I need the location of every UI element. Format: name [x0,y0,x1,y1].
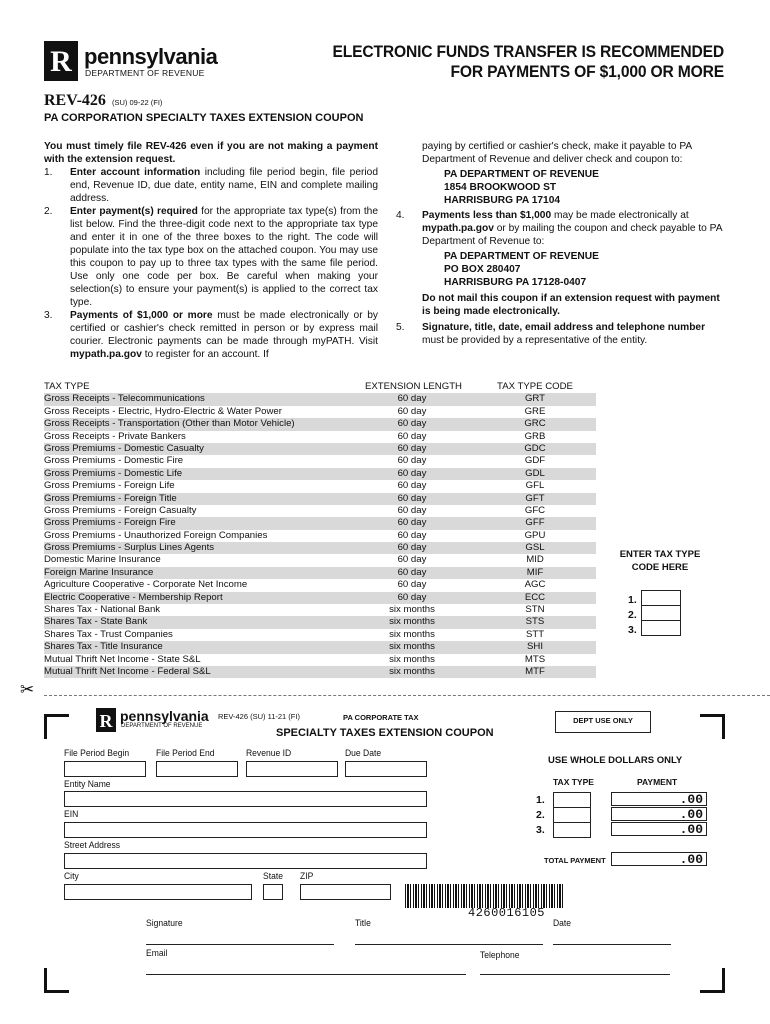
tax-code-cell: MTF [525,665,545,677]
file-period-begin-field[interactable] [64,761,146,777]
payment-line-number-3: 3. [536,824,545,836]
address-line: PA DEPARTMENT OF REVENUE [444,251,599,262]
tax-code-cell: STN [525,604,545,616]
tax-code-cell: MIF [526,566,544,578]
tax-type-cell: Gross Premiums - Surplus Lines Agents [44,542,215,554]
extension-length-cell: six months [389,604,435,616]
extension-length-cell: six months [389,628,435,640]
extension-length-cell: 60 day [397,492,427,504]
tax-code-cell: GFT [525,492,545,504]
item-bold: Payments less than $1,000 [422,210,552,221]
table-row [44,406,596,418]
tax-type-cell: Gross Premiums - Unauthorized Foreign Companies [44,529,268,541]
continued-text: paying by certified or cashier's check, make it payable to PA Department of Revenue and deliver check and coupon to: [422,141,692,165]
tax-code-cell: STT [525,628,545,640]
revenue-id-field[interactable] [246,761,338,777]
coupon-title: PA CORPORATION SPECIALTY TAXES EXTENSION COUPON [44,112,364,124]
tax-type-cell: Domestic Marine Insurance [44,554,161,566]
tax-code-cell: GFC [524,504,546,516]
extension-length-cell: 60 day [397,554,427,566]
table-row [44,654,596,666]
extension-length-cell: 60 day [397,393,427,405]
tax-code-cell: ECC [524,591,546,603]
state-field[interactable] [263,884,283,900]
tax-type-cell: Agriculture Cooperative - Corporate Net Income [44,579,248,591]
coupon-tax-type-1[interactable] [553,792,591,808]
tax-code-cell: STS [525,616,545,628]
header-tax-type-code: TAX TYPE CODE [497,381,573,392]
label-signature: Signature [146,918,183,929]
payment-line-number-2: 2. [536,809,545,821]
item-text: including file period begin, file period end, Revenue ID, due date, entity name, EIN and complete mailing address. [70,167,378,204]
label-revenue-id: Revenue ID [246,748,292,759]
table-header [44,381,596,393]
tax-code-cell: GFL [525,480,545,492]
scissors-icon: ✂ [20,680,35,699]
tax-type-cell: Gross Premiums - Foreign Life [44,480,175,492]
dept-use-only-box: DEPT USE ONLY [555,711,651,733]
tax-type-cell: Foreign Marine Insurance [44,566,154,578]
tax-type-cell: Gross Receipts - Electric, Hydro-Electric & Water Power [44,405,282,417]
tax-code-cell: AGC [524,579,546,591]
item-number: 1. [44,167,53,178]
form-id: REV-426 [44,92,106,109]
form-revision: (SU) 09-22 (FI) [112,98,163,107]
table-row [44,554,596,566]
ein-field[interactable] [64,822,427,838]
tax-type-cell: Shares Tax - National Bank [44,604,161,616]
table-row [44,666,596,678]
street-address-field[interactable] [64,853,427,869]
label-entity-name: Entity Name [64,779,111,790]
table-row [44,443,596,455]
barcode-number: 4260016105 [468,906,546,920]
header-title-line1: ELECTRONIC FUNDS TRANSFER IS RECOMMENDED [332,42,724,61]
logo-name: pennsylvania [84,44,218,69]
payment-field-2[interactable]: .00 [611,807,707,821]
enter-label-line1: ENTER TAX TYPE [619,549,701,560]
extension-length-cell: 60 day [397,579,427,591]
item-number: 2. [44,206,53,217]
item-number: 4. [396,210,405,221]
label-city: City [64,871,79,882]
item-text: must be made electronically or by certified or cashier's check remitted in person or by express mail courier. Electronic payments can be made through myPATH. Visit [70,310,378,347]
instruction-item-4 [396,209,726,248]
extension-length-cell: 60 day [397,467,427,479]
code-number-2: 2. [628,609,637,621]
extension-length-cell: 60 day [397,591,427,603]
header-title-line2: FOR PAYMENTS OF $1,000 OR MORE [450,62,724,81]
label-ein: EIN [64,809,79,820]
coupon-logo-dept: DEPARTMENT OF REVENUE [121,723,203,729]
address-line: PO BOX 280407 [444,264,521,275]
tax-code-cell: GDC [524,442,546,454]
file-period-end-field[interactable] [156,761,238,777]
tax-code-cell: GRE [524,405,546,417]
code-number-3: 3. [628,624,637,636]
table-row [44,629,596,641]
tax-code-cell: GSL [525,542,545,554]
total-payment-field[interactable]: .00 [611,852,707,866]
city-field[interactable] [64,884,252,900]
tax-type-cell: Gross Premiums - Foreign Title [44,492,177,504]
entity-name-field[interactable] [64,791,427,807]
label-zip: ZIP [300,871,314,882]
pa-corporate-tax: PA CORPORATE TAX [343,713,419,722]
coupon-tax-type-3[interactable] [553,822,591,838]
tax-type-cell: Shares Tax - State Bank [44,616,148,628]
mypath-link[interactable]: mypath.pa.gov [70,349,142,360]
instruction-item-3 [44,309,378,361]
tax-type-cell: Gross Receipts - Private Bankers [44,430,186,442]
item-text: for the appropriate tax type(s) from the list below. Find the three-digit code next to the appropriate tax type and enter it in one of the three boxes to the right. The code will populate into the tax type box on the attached coupon. You may use this coupon to pay up to three tax types with the same file period. Use only one code per box. Be careful when making your selection(s) to ensure your payment(s) is applied to the correct tax type. [70,206,378,308]
coupon-logo-name: pennsylvania [120,708,209,724]
no-mail-end: . [557,306,560,317]
payment-field-1[interactable]: .00 [611,792,707,806]
enter-tax-type-label [610,548,710,574]
label-file-period-end: File Period End [156,748,215,759]
coupon-specialty-title: SPECIALTY TAXES EXTENSION COUPON [276,727,494,739]
table-row [44,567,596,579]
corner-mark [700,714,725,739]
coupon-form-revision: REV-426 (SU) 11-21 (FI) [218,712,300,721]
tax-type-cell: Shares Tax - Title Insurance [44,641,163,653]
table-row [44,592,596,604]
item-bold: Signature, title, date, email address and telephone number [422,322,706,333]
corner-mark [44,714,69,739]
instruction-item-2 [44,205,378,309]
mailing-address-2 [396,250,726,289]
tax-code-cell: GDF [524,455,546,467]
table-row [44,604,596,616]
total-payment-label: TOTAL PAYMENT [544,856,606,865]
address-line: HARRISBURG PA 17104 [444,195,561,206]
tax-type-cell: Gross Premiums - Domestic Fire [44,455,184,467]
label-due-date: Due Date [345,748,382,759]
corner-mark [700,968,725,993]
extension-length-cell: 60 day [397,566,427,578]
extension-length-cell: 60 day [397,542,427,554]
address-line: HARRISBURG PA 17128-0407 [444,277,587,288]
header-extension-length: EXTENSION LENGTH [364,381,462,392]
tax-type-cell: Gross Premiums - Foreign Casualty [44,504,197,516]
signature-line[interactable] [146,944,334,945]
table-row [44,542,596,554]
barcode-image [405,884,563,908]
zip-field[interactable] [300,884,391,900]
item-text: must be provided by a representative of the entity. [422,335,648,346]
mypath-link[interactable]: mypath.pa.gov [422,223,494,234]
label-date: Date [553,918,572,929]
tax-type-header: TAX TYPE [553,777,594,787]
tax-code-cell: GRB [524,430,546,442]
item-number: 3. [44,310,53,321]
table-row [44,641,596,653]
item-text: may be made electronically at [551,210,689,221]
extension-length-cell: 60 day [397,405,427,417]
tax-type-cell: Gross Premiums - Foreign Fire [44,517,176,529]
tax-type-cell: Shares Tax - Trust Companies [44,628,173,640]
extension-length-cell: 60 day [397,455,427,467]
tax-type-cell: Gross Receipts - Telecommunications [44,393,205,405]
label-title: Title [355,918,371,929]
table-row [44,517,596,529]
table-row [44,505,596,517]
tax-code-cell: MID [526,554,544,566]
payment-header: PAYMENT [637,777,678,787]
table-row [44,579,596,591]
extension-length-cell: six months [389,653,435,665]
instruction-item-5 [396,321,726,347]
tax-code-cell: SHI [527,641,543,653]
tax-code-cell: GFF [525,517,545,529]
date-line[interactable] [553,944,671,945]
extension-length-cell: six months [389,665,435,677]
enter-label-line2: CODE HERE [631,562,689,573]
table-row [44,468,596,480]
table-row [44,418,596,430]
table-row [44,616,596,628]
logo-department: DEPARTMENT OF REVENUE [85,68,205,78]
tax-type-cell: Gross Premiums - Domestic Casualty [44,442,204,454]
item-bold: Enter account information [70,167,201,178]
email-line[interactable] [146,974,466,975]
mailing-address-1 [396,168,726,207]
tax-code-cell: GRT [524,393,546,405]
tax-type-cell: Mutual Thrift Net Income - State S&L [44,653,201,665]
table-row [44,480,596,492]
address-line: PA DEPARTMENT OF REVENUE [444,169,599,180]
label-state: State [263,871,283,882]
tax-code-cell: GPU [524,529,546,541]
address-line: 1854 BROOKWOOD ST [444,182,557,193]
item-text: to register for an account. If [141,349,269,360]
code-number-1: 1. [628,594,637,606]
tax-code-cell: GDL [525,467,545,479]
instruction-item-1 [44,166,378,205]
tax-type-table [44,381,596,678]
coupon-tax-type-2[interactable] [553,807,591,823]
table-row [44,393,596,405]
coupon-logo-mark: R [96,708,116,732]
tax-code-cell: GRC [524,418,546,430]
item-bold: Payments of $1,000 or more [70,310,213,321]
extension-length-cell: 60 day [397,529,427,541]
corner-mark [44,968,69,993]
pa-logo-mark: R [44,41,78,81]
due-date-field[interactable] [345,761,427,777]
instructions-left [44,140,378,361]
label-email: Email [146,948,168,959]
whole-dollars-note: USE WHOLE DOLLARS ONLY [548,755,683,766]
tax-code-input-3[interactable] [641,620,681,636]
title-line[interactable] [355,944,543,945]
extension-length-cell: 60 day [397,517,427,529]
table-row [44,455,596,467]
no-mail-note [396,292,726,318]
item-number: 5. [396,322,405,333]
table-row [44,493,596,505]
no-mail-text: Do not mail this coupon if an extension request with payment is being made electronically [422,293,720,317]
header-title [319,42,724,82]
payment-line-number-1: 1. [536,794,545,806]
payment-field-3[interactable]: .00 [611,822,707,836]
tax-type-cell: Electric Cooperative - Membership Report [44,591,223,603]
extension-length-cell: six months [389,616,435,628]
intro-text: You must timely file REV-426 even if you are not making a payment with the extension request. [44,141,378,165]
table-row [44,431,596,443]
extension-length-cell: 60 day [397,442,427,454]
label-file-period-begin: File Period Begin [64,748,130,759]
header-tax-type: TAX TYPE [44,381,90,392]
extension-length-cell: 60 day [397,504,427,516]
extension-length-cell: 60 day [397,480,427,492]
tax-code-cell: MTS [524,653,546,665]
instructions-right [396,140,726,347]
label-telephone: Telephone [480,950,520,961]
tax-type-cell: Gross Receipts - Transportation (Other than Motor Vehicle) [44,418,295,430]
table-row [44,530,596,542]
tax-code-input-2[interactable] [641,605,681,621]
label-street-address: Street Address [64,840,121,851]
tax-type-cell: Gross Premiums - Domestic Life [44,467,183,479]
tax-type-cell: Mutual Thrift Net Income - Federal S&L [44,665,211,677]
item-bold: Enter payment(s) required [70,206,198,217]
extension-length-cell: 60 day [397,430,427,442]
tax-code-input-1[interactable] [641,590,681,606]
cut-line [44,695,770,696]
item-text: or by mailing the coupon and check payable to PA Department of Revenue to: [422,223,722,247]
telephone-line[interactable] [480,974,670,975]
extension-length-cell: 60 day [397,418,427,430]
extension-length-cell: six months [389,641,435,653]
